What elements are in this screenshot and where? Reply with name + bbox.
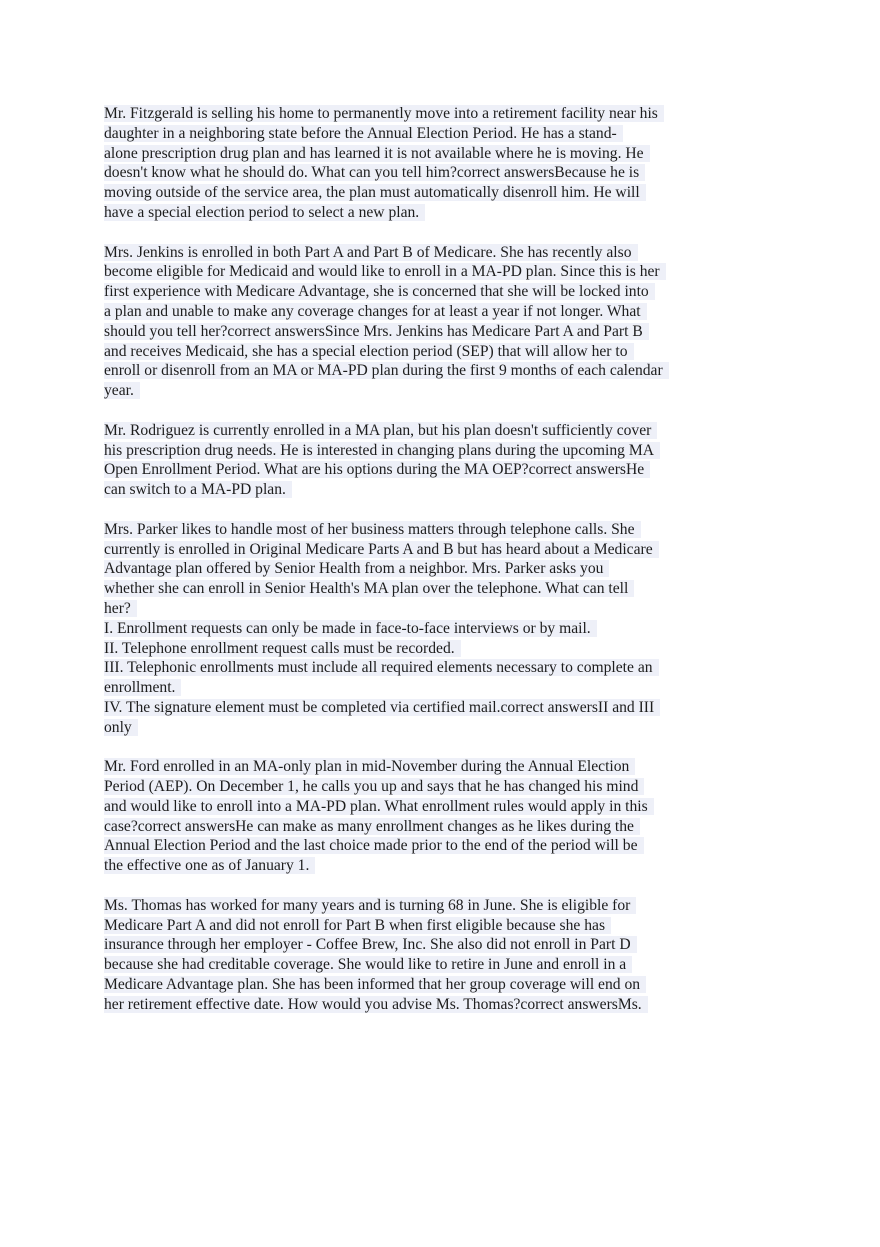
text-line: become eligible for Medicaid and would like to enroll in a MA-PD plan. Since this is her — [104, 262, 784, 282]
text-line: his prescription drug needs. He is interested in changing plans during the upcoming MA — [104, 441, 784, 461]
text-line: Ms. Thomas has worked for many years and is turning 68 in June. She is eligible for — [104, 896, 784, 916]
text-line: enrollment. — [104, 678, 784, 698]
qa-thomas — [104, 896, 784, 1015]
qa-parker — [104, 520, 784, 738]
text-line: have a special election period to select a new plan. — [104, 203, 784, 223]
text-line: Medicare Part A and did not enroll for Part B when first eligible because she has — [104, 916, 784, 936]
text-line: Advantage plan offered by Senior Health from a neighbor. Mrs. Parker asks you — [104, 559, 784, 579]
text-line: alone prescription drug plan and has learned it is not available where he is moving. He — [104, 144, 784, 164]
text-line: II. Telephone enrollment request calls must be recorded. — [104, 639, 784, 659]
document-page — [104, 104, 784, 1034]
text-line: enroll or disenroll from an MA or MA-PD plan during the first 9 months of each calendar — [104, 361, 784, 381]
text-line: and would like to enroll into a MA-PD plan. What enrollment rules would apply in this — [104, 797, 784, 817]
qa-fitzgerald — [104, 104, 784, 223]
text-line: insurance through her employer - Coffee Brew, Inc. She also did not enroll in Part D — [104, 935, 784, 955]
text-line: case?correct answersHe can make as many enrollment changes as he likes during the — [104, 817, 784, 837]
text-line: moving outside of the service area, the plan must automatically disenroll him. He will — [104, 183, 784, 203]
text-line: Mr. Ford enrolled in an MA-only plan in mid-November during the Annual Election — [104, 757, 784, 777]
text-line: Mrs. Parker likes to handle most of her business matters through telephone calls. She — [104, 520, 784, 540]
qa-jenkins — [104, 243, 784, 401]
text-line: Medicare Advantage plan. She has been informed that her group coverage will end on — [104, 975, 784, 995]
text-line: I. Enrollment requests can only be made in face-to-face interviews or by mail. — [104, 619, 784, 639]
text-line: a plan and unable to make any coverage changes for at least a year if not longer. What — [104, 302, 784, 322]
text-line: should you tell her?correct answersSince Mrs. Jenkins has Medicare Part A and Part B — [104, 322, 784, 342]
text-line: Period (AEP). On December 1, he calls you up and says that he has changed his mind — [104, 777, 784, 797]
text-line: Annual Election Period and the last choice made prior to the end of the period will be — [104, 836, 784, 856]
text-line: her? — [104, 599, 784, 619]
text-line: can switch to a MA-PD plan. — [104, 480, 784, 500]
text-line: year. — [104, 381, 784, 401]
text-line: Mrs. Jenkins is enrolled in both Part A and Part B of Medicare. She has recently also — [104, 243, 784, 263]
text-line: because she had creditable coverage. She would like to retire in June and enroll in a — [104, 955, 784, 975]
text-line: first experience with Medicare Advantage, she is concerned that she will be locked into — [104, 282, 784, 302]
text-line: the effective one as of January 1. — [104, 856, 784, 876]
text-line: daughter in a neighboring state before the Annual Election Period. He has a stand- — [104, 124, 784, 144]
text-line: only — [104, 718, 784, 738]
text-line: Mr. Rodriguez is currently enrolled in a MA plan, but his plan doesn't sufficiently cover — [104, 421, 784, 441]
text-line: her retirement effective date. How would you advise Ms. Thomas?correct answersMs. — [104, 995, 784, 1015]
qa-ford — [104, 757, 784, 876]
text-line: and receives Medicaid, she has a special election period (SEP) that will allow her to — [104, 342, 784, 362]
text-line: Mr. Fitzgerald is selling his home to permanently move into a retirement facility near his — [104, 104, 784, 124]
qa-rodriguez — [104, 421, 784, 500]
text-line: IV. The signature element must be completed via certified mail.correct answersII and III — [104, 698, 784, 718]
text-line: whether she can enroll in Senior Health's MA plan over the telephone. What can tell — [104, 579, 784, 599]
text-line: doesn't know what he should do. What can you tell him?correct answersBecause he is — [104, 163, 784, 183]
text-line: III. Telephonic enrollments must include all required elements necessary to complete an — [104, 658, 784, 678]
text-line: Open Enrollment Period. What are his options during the MA OEP?correct answersHe — [104, 460, 784, 480]
text-line: currently is enrolled in Original Medicare Parts A and B but has heard about a Medicare — [104, 540, 784, 560]
